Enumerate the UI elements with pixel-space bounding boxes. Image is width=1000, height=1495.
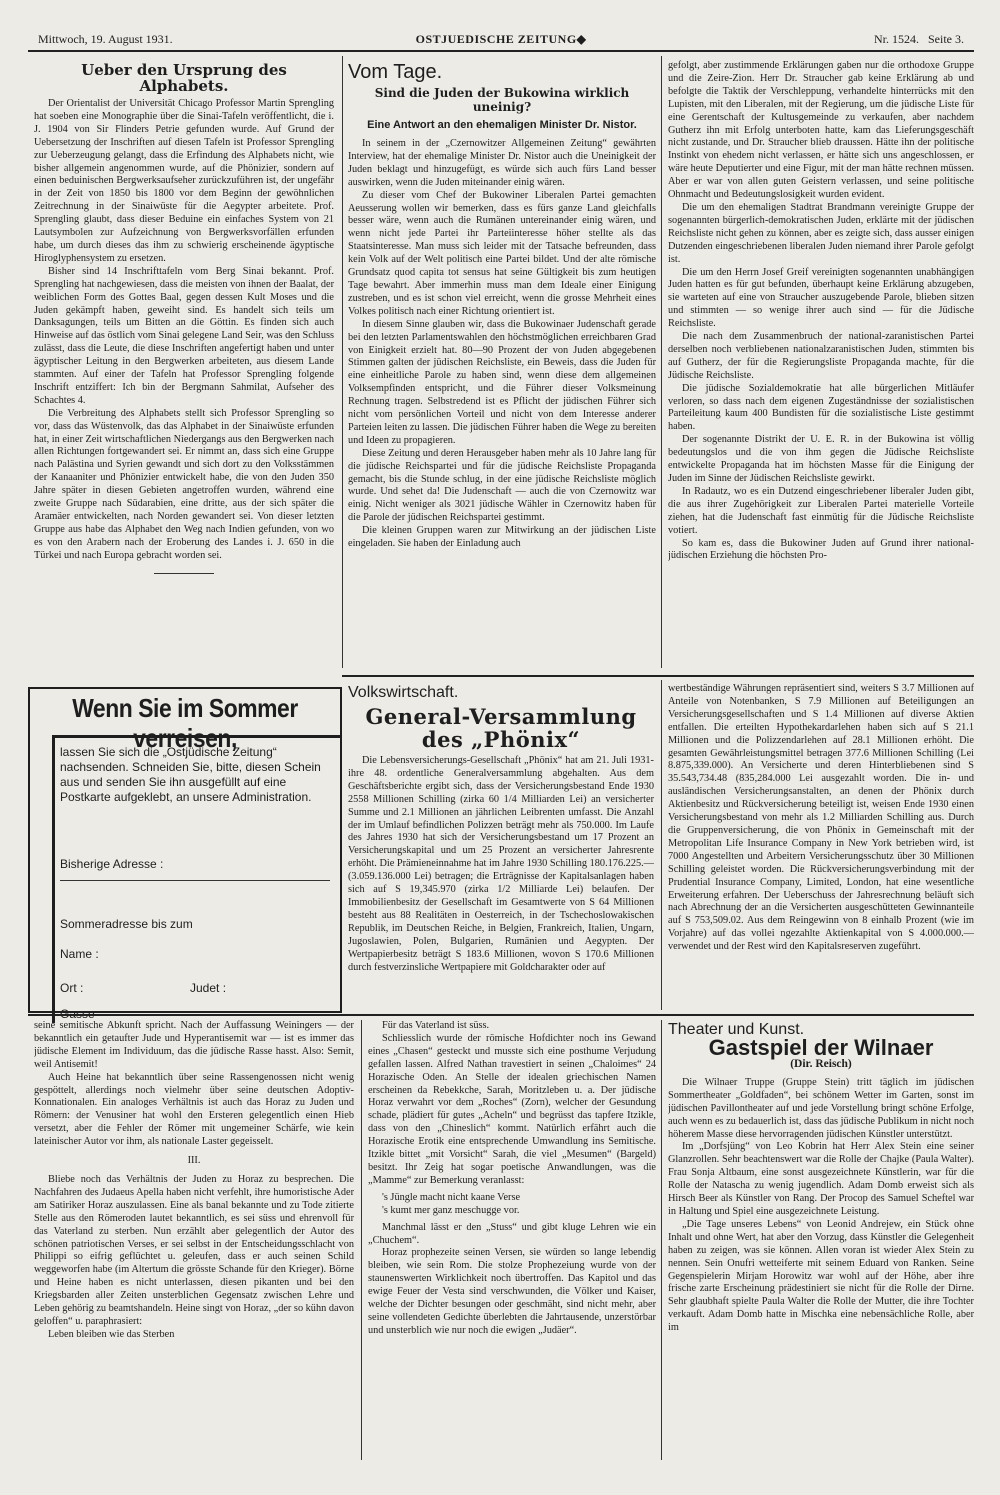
article-alphabet: [34, 62, 334, 674]
ad-title: Wenn Sie im Sommer verreisen,: [72, 693, 298, 753]
paragraph: Horaz prophezeite seinen Versen, sie würden so lange lebendig bleiben, wie sein Rom. Die stolze Prophezeiung wurde von der staunenswerten Wirklichkeit noch übertroffen. Das Kapitol und das ewige Feuer der Vesta sind verschwunden, die Völker und Kaiser, welche der Dichter besungen oder geschmäht, sind nicht mehr, aber seine vollendeten Gedichte überlebten die Jahrtausende, unzerstörbar und unsterblich wie nur noch die ewigen „Judäer“.: [368, 1247, 656, 1336]
paragraph: Der Orientalist der Universität Chicago Professor Martin Sprengling hat soeben eine Monographie über die Sinai-Tafeln veröffentlicht, die i. J. 1904 von Sir Flinders Petrie gefunden wurde. Auf Grund der Uebersetzung der Inschriften auf diesen Tafeln ist Professor Sprengling zur Ueberzeugung gelangt, dass die Erfindung des Alphabets nicht, wie bisher allgemein angenommen wurde, auf die Phönizier, sondern auf einen beduinischen Bergwerksaufseher zurückzuführen ist, der ungefähr in der Zeit von 1850 bis 1800 vor dem Beginn der gewöhnlichen Zeitrechnung in der Sinaiwüste für die Aegypter arbeitete. Prof. Sprengling glaubt, dass dieser Beduine ein einfaches System von 21 Lautsymbolen zur Aufzeichnung von Bergwerksvorfällen erfunden habe, um durch dieses das ihm zu schwierig erscheinende ägyptische Hiroglyphensystem zu ersetzen.: [34, 98, 334, 264]
paragraph: Die Lebensversicherungs-Gesellschaft „Phönix“ hat am 21. Juli 1931-ihre 48. ordentliche Generalversammlung abgehalten. Aus dem Geschäftsberichte ergibt sich, dass der Versicherungsbestand Ende 1930 2558 Millionen Schilling (zirka 60 1/4 Milliarden Lei) an versicherter Summe und 2.1 Millionen an jährlichen Leibrenten umfasst. Die Anzahl der im Umlauf befindlichen Polizzen beträgt mehr als 750.000. Im Laufe des Jahres 1930 hat sich der Versicherungsbestand um 17 Prozent an Versicherungskapital und um 25 Prozent an versicherter Jahresrente erhöht. Die Prämieneinnahme hat im Jahre 1930 Schilling 180.176.225.— (3.059.136.000 Lei) betragen; die Erträgnisse der Kapitalsanlagen haben sich auf S 19,345.970 (zirka 1/2 Milliarde Lei) belaufen. Der Immobilienbesitz der Gesellschaft im Gesamtwerte von S 64 Millionen besteht aus 88 Realitäten in Oesterreich, in der Tschechoslowakischen Republik, im Deutschen Reiche, in Belgien, Frankreich, Italien, Ungarn, Jugoslawien, Polen, Bulgarien, Rumänien und Aegypten. Der Wertpapierbesitz beträgt S 183.6 Millionen, wovon S 170.6 Millionen durch festverzinsliche Wertpapiere mit Goldcharakter oder auf: [348, 755, 654, 973]
paragraph: seine semitische Abkunft spricht. Nach der Auffassung Weiningers — der bekanntlich ein getaufter Jude und Hyperantisemit war — ist es immer das jüdische Element im Individuum, das die jüdische Rasse hasst. Also: Semit, weil Antisemit!: [34, 1020, 354, 1070]
paragraph: Der sogenannte Distrikt der U. E. R. in der Bukowina ist völlig bedeutungslos und die von ihm gegen die Jüdische Reichsliste entwickelte Propaganda hat im höchsten Masse für die Einigung der Juden im Sinne der Jüdischen Reichsliste gewirkt.: [668, 434, 974, 484]
paragraph: In seinem in der „Czernowitzer Allgemeinen Zeitung“ gewährten Interview, hat der ehemalige Minister Dr. Nistor auch die Uneinigkeit der Juden beklagt und hinzugefügt, es würde sich auch fürs Land besser auswirken, wenn die Juden miteinander einig wären.: [348, 138, 656, 188]
section-rule: [342, 675, 974, 677]
paragraph: Bliebe noch das Verhältnis der Juden zu Horaz zu besprechen. Die Nachfahren des Judaeus Apella haben nicht verfehlt, ihre humoristische Ader am Satiriker Horaz auszulassen. Eine als banal bekannte und zu Tode zitierte Stelle aus den Römeroden lautet bekanntlich, es sei süss und ehrenvoll für das Vaterland zu sterben. Nun erzählt aber gelegentlich der Autor des schönen patriotischen Verses, er sei selbst in der Entscheidungsschlacht von Philippi so eifrig geflüchtet u. geleufen, dass er auch seinen Schild weggeworfen habe (im Altertum die grösste Schande für den Krieger). Börne und Heine haben es nicht unterlassen, diesen pikanten und bei den Kriegsbarden aller Zeiten unsterblichen Gegensatz zwischen Lehre und Leben gehörig zu beamtshandeln. Heine singt von Horaz, „der so kühn davon geloffen“ u. paraphrasiert:: [34, 1173, 354, 1327]
article-title: Gastspiel der Wilnaer: [708, 1035, 934, 1060]
paragraph: In Radautz, wo es ein Dutzend eingeschriebener liberaler Juden gibt, die aus ihrer Zugehörigkeit zur Liberalen Partei materielle Vorteile ziehen, hat die Judenschaft fast einmütig für die Jüdische Reichsliste votiert.: [668, 485, 974, 536]
paragraph: Die um den ehemaligen Stadtrat Brandmann vereinigte Gruppe der sogenannten bürgerlich-demokratischen Juden, erklärte mit der jüdischen Reichsliste nicht gehen zu können, aber es zeigte sich, dass ausser einigen Dutzenden eingeschriebenen liberalen Juden niemand ihrer Parole gefolgt ist.: [668, 201, 974, 265]
article-phoenix-cont: [668, 683, 974, 1011]
page-header: [28, 32, 974, 48]
paragraph: wertbeständige Währungen repräsentiert sind, weiters S 3.7 Millionen auf Anteile von Notenbanken, S 7.9 Millionen auf Beteiligungen an Versicherungsgesellschaften und S 1.4 Millionen auf diverse Aktien entfallen. Die erteilten Hypothekardarlehen haben sich auf S 21.1 Millionen und die Polizzendarlehen auf 28.1 Millionen erhöht. Die gesamten Gewährleistungsmittel betragen 377.6 Millionen Schilling (Lei 8.875,339.000). An Versicherte und deren Hinterbliebenen sind S 35.543,734.48 (835,284.000 Lei ausgezahlt worden. Die in- und ausländischen Versicherungsanstalten, an denen der Phönix durch Aktienbesitz und Rückversicherung beteiligt ist, weisen Ende 1930 einen Versicherungsbestand von mehr als 1.2 Milliarden Schilling aus. Durch die Gruppenversicherung, die von Phönix in Gemeinschaft mit der Metropolitan Life Insurance Company in New York betrieben wird, ist 7000 Angestellten und Arbeitern Versicherungsschutz über 30 Millionen Schilling geleistet worden. Die Rückversicherungsverbindung mit der Prudential Insurance Company, Limited, London, hat eine wesentliche Erweiterung erfahren. Der Ueberschuss der Jahresrechnung beläuft sich nach Abrechnung der an die Versicherten ausgeschütteten Gewinnanteile auf S 753,509.02. Aus dem Reingewinn von 8 einhalb Prozent (wie im Vorjahre) auf das vollei ngezahlte Aktienkapital von S 4.000.000.— verwendet und der Rest wird den Kapitalsreserven zugeführt.: [668, 683, 974, 953]
paragraph: Auch Heine hat bekanntlich über seine Rassengenossen nicht wenig gespöttelt, allerdings noch vielmehr über seine deutschen Adoptiv-Konnationalen. Ein analoges Verhältnis ist auch das Horaz zu Juden und Römern: der Venusiner hat wohl den Ersteren gelegentlich einen Hieb versetzt, aber die Fehler der Römer mit ungemeiner Schärfe, wie kein lateinischer Autor vor ihm, als nationale Laster gegeisselt.: [34, 1071, 354, 1148]
issue-number-page: [874, 32, 964, 47]
column-rule: [661, 56, 662, 668]
column-rule: [361, 1020, 362, 1460]
field-street: Gasse: [60, 1007, 95, 1021]
verse-line: 's Jüngle macht nicht kaane Verse: [382, 1191, 521, 1203]
paragraph: Manchmal lässt er den „Stuss“ und gibt kluge Lehren wie ein „Chuchem“.: [368, 1221, 656, 1246]
header-rule: [28, 50, 974, 52]
issue-date: Mittwoch, 19. August 1931.: [38, 32, 173, 46]
field-summer-address: Sommeradresse bis zum: [60, 917, 193, 931]
newspaper-title: OSTJUEDISCHE ZEITUNG◆: [415, 32, 587, 46]
ad-text: lassen Sie sich die „Ostjüdische Zeitung“ nachsenden. Schneiden Sie, bitte, diesen Schein aus und senden Sie ihn ausgefüllt auf eine Postkarte aufgeklebt, an unsere Administration.: [60, 745, 321, 804]
article-title: Ueber den Ursprung des Alphabets.: [81, 62, 287, 95]
field-city: Ort :: [60, 981, 84, 995]
paragraph: Die Verbreitung des Alphabets stellt sich Professor Sprengling so vor, dass das Wüstenvolk, das das Alphabet in der Sinaiwüste erfunden hat, in einer Zeit wirtschaftlichen Niedergangs aus den Bergwerken nach allen Richtungen fortgewandert sei. Er nimmt an, dass sich eine Gruppe nach Palästina und Syrien gewandt und sich dort zu den Volksstämmen der Kanaaniter und Phönizier entwickelt habe, die von den Juden 350 Jahre später in diesen Gebieten angetroffen wurden, während eine zweite Gruppe nach Südarabien, eine dritte, aus der sich später die Aramäer entwickelten, nach Norden gewandert sei. Von dieser letzten Gruppe aus habe das Alphabet den Weg nach Indien gefunden, von wo es von den Arabern nach der Eroberung des Landes i. J. 650 in die Türkei und nach Europa gebracht worden sei.: [34, 407, 334, 561]
article-bukowina: [348, 60, 656, 670]
verse-line: Für das Vaterland ist süss.: [382, 1020, 490, 1031]
paragraph: Die um den Herrn Josef Greif vereinigten sogenannten unabhängigen Juden hatten es für gut befunden, überhaupt keine Erklärung abzugeben, sie warteten auf eine von Straucher auszugebende Parole, blieben sitzen und stimmten — so wenige ihrer auch sind — für die Jüdische Reichsliste.: [668, 266, 974, 330]
article-theatre: [668, 1020, 974, 1460]
article-horaz: [34, 1020, 354, 1460]
issue-number: Nr. 1524.: [874, 32, 919, 46]
paragraph: Schliesslich wurde der römische Hofdichter noch ins Gewand eines „Chasen“ gesteckt und musste sich eine posthume Verjudung gefallen lassen. Alfred Nathan travestiert in seinen „Chaloimes“ 24 Horazische Oden. An Stelle der idealen griechischen Namen erscheinen da Rebekkche, Sarah, Moritzleben u. a. Der jüdische Horaz verwahrt vor dem „Roches“ (Zorn), welcher der Gesundung schade, plädiert für gutes „Acheln“ und begrüsst das tapfere Itzikle, dass von den „Chineslich“ kommt. Natürlich erfährt auch die Horazische Erotik eine entsprechende Umwandlung ins Semitische. Itzikle bittet „mit Vorsicht“ Sarah, die viel „Mesumen“ (Bargeld) besitzt. Ihr Zeig hat sogar poetische Anwandlungen, was die „Mamme“ zur Bemerkung veranlasst:: [368, 1032, 656, 1186]
article-horaz-cont: [368, 1020, 656, 1460]
paragraph: So kam es, dass die Bukowiner Juden auf Grund ihrer national-jüdischen Erziehung die höchsten Pro-: [668, 537, 974, 562]
section-title: Volkswirtschaft.: [348, 684, 459, 701]
article-bukowina-cont: [668, 60, 974, 670]
paragraph: Die kleinen Gruppen waren zur Mitwirkung an der jüdischen Liste eingeladen. Sie haben der Einladung auch: [348, 525, 656, 550]
section-title: Theater und Kunst.: [668, 1021, 805, 1038]
field-name: Name :: [60, 947, 99, 961]
verse-line: 's kumt mer ganz meschugge vor.: [382, 1204, 520, 1216]
paragraph: gefolgt, aber zustimmende Erklärungen gaben nur die orthodoxe Gruppe und die Zeire-Zion. Herr Dr. Straucher gab keine Erklärung ab und befolgte die Taktik der Verschleppung, verhandelte hinterrücks mit den Lupisten, mit den Liberalen, mit der Regierung, um die jüdische Liste für eine Gerentschaft der Kultusgemeinde zu verkaufen, aber nachdem Gutherz ihn mit Erfolg unterboten hatte, kam das Lieferungsgeschäft nicht zustande, und Dr. Straucher blieb draussen. Hätte ihn der politische Instinkt von ehedem nicht verlassen, er hätte sich uns angeschlossen, er wäre heute Deputierter und eine Figur, mit der man hätte rechnen müssen. Aber er war von allen guten Geistern verlassen, und seine politische Ohnmacht und Bedeutungslosigkeit wurden evident.: [668, 60, 974, 201]
paragraph: Im „Dorfsjüng“ von Leo Kobrin hat Herr Alex Stein eine seiner Glanzrollen. Sehr beachtenswert war die Rolle der Chajke (Paula Walter). Frau Sonja Altbaum, eine sonst ausgezeichnete Künstlerin, war für die Rolle der Natascha zu wenig jugendlich. Adam Domb erweist sich als Hirsch Beer als Künstler von Rang. Der Procop des Samuel Scheftel war in Haltung und Spiel eine ausgezeichnete Leistung.: [668, 1141, 974, 1217]
article-phoenix: [348, 683, 654, 1011]
verse-line: Leben bleiben wie das Sterben: [48, 1328, 175, 1340]
paragraph: „Die Tage unseres Lebens“ von Leonid Andrejew, ein Stück ohne Inhalt und ohne Wert, hat aber den Vorzug, dass Künstler die Gelegenheit haben zu zeigen, was sie können. Allen voran ist wieder Alex Stein zu nennen. Sein Onufri wetteiferte mit seinem Eduard von Ranken. Seine Gegenspielerin Mirjam Horowitz war wohl auf der Höhe, aber ihre frische zarte Erscheinung prädestiniert sie nicht für die Rolle der Dirne. Sehr glaubhaft spielte Paula Walter die Rolle der Mutter, die ihre Tochter verkauft. Adam Domb hatte in Mischka eine nebensächliche Rolle, aber im: [668, 1218, 974, 1334]
page-number: Seite 3.: [928, 32, 964, 46]
end-rule: [154, 573, 214, 574]
column-rule: [661, 1020, 662, 1460]
column-rule: [661, 680, 662, 1010]
paragraph: Die nach dem Zusammenbruch der national-zaranistischen Partei derselben noch verbliebenen nationalzaranistischen Juden, stimmten bis auf Gutherz, der für die Regierungsliste Propaganda machte, für die Jüdische Reichsliste.: [668, 331, 974, 381]
field-previous-address: Bisherige Adresse :: [60, 857, 164, 871]
section-title: Vom Tage.: [348, 61, 443, 83]
paragraph: Bisher sind 14 Inschrifttafeln vom Berg Sinai bekannt. Prof. Sprengling hat nachgewiesen, dass die meisten von ihnen der Baalat, der weiblichen Form des Gottes Baal, gegen dessen Kult Moses und die Juden gekämpft haben, geweiht sind. Es handelt sich teils um Danksagungen, teils um Bitten an die Göttin. Es finden sich auch Hinweise auf das östlich vom Sinai gelegene Land Seir, was den Schluss zulässt, dass die Leute, die diese Inschriften angefertigt haben und unter ägyptischer Leitung in den Bergwerken arbeiteten, aus diesem Lande stammten. Auf einer der Tafeln hat Professor Sprengling folgende Inschrift entziffert: Ich bin der Bergmann Sahmilat, Aufseher des Schachtes 4.: [34, 265, 334, 406]
paragraph: Diese Zeitung und deren Herausgeber haben mehr als 10 Jahre lang für die jüdische Reichspartei und für die jüdische Reichsliste Propaganda gemacht, bis die Stunde schlug, in der eine jüdische Reichsliste möglich wurde. Und sehet da! Die Judenschaft — auch die von Czernowitz war einig. Nicht weniger als 3021 jüdische Wähler in Czernowitz haben für die Parole der jüdischen Reichspartei gestimmt.: [348, 447, 656, 524]
paragraph: In diesem Sinne glauben wir, dass die Bukowinaer Judenschaft gerade bei den letzten Parlamentswahlen den höchstmöglichen erreichbaren Grad von Einigkeit erzielt hat. 80—90 Prozent der von Juden abgegebenen Stimmen galten der jüdischen Reichsliste, ein Beweis, dass die Juden für eine einheitliche Parole zu haben sind, wenn diese dem allgemeinen Volksempfinden entspricht, und die Führer dieser Volksmeinung Rechnung tragen. Selbstredend ist es Pflicht der jüdischen Führer sich nicht vom persönlichen Vorteil und nicht von dem Interesse anderer Parteien leiten zu lassen. Die jüdischen Führer haben die Wege zu bereiten und Ideen zu propagieren.: [348, 318, 656, 446]
paragraph: Zu dieser vom Chef der Bukowiner Liberalen Partei gemachten Aeusserung wollen wir bemerken, dass es fürs ganze Land gleichfalls besser wäre, wenn auch die Rumänen untereinander einig wären, und wenn nicht jede Partei ihr Parteiinteresse höher stellte als das Staatsinteresse. Man muss sich leider mit der Tatsache befreunden, dass kein Volk auf der Welt politisch eine Partei bildet. Und der alte römische Grundsatz quod capita tot sensus hat seine Gültigkeit bis zum heutigen Tage bewahrt. Aber immerhin muss man dem Ideale einer Einigung zustreben, und es ist schon viel erreicht, wenn die grosse Mehrheit eines Volkes politisch nach einer Richtung orientiert ist.: [348, 189, 656, 317]
paragraph: Die jüdische Sozialdemokratie hat alle bürgerlichen Mitläufer verloren, so dass nach dem eigenen Zugeständnisse der sozialistischen Parteileitung kaum 400 Bundisten für die sozialistische Liste gestimmt haben.: [668, 382, 974, 433]
column-rule: [342, 56, 343, 668]
article-title: Sind die Juden der Bukowina wirklich uneinig?: [374, 86, 630, 114]
field-district: Judet :: [190, 981, 227, 995]
article-subtitle: (Dir. Reisch): [790, 1057, 852, 1070]
paragraph: Die Wilnaer Truppe (Gruppe Stein) tritt täglich im jüdischen Sommertheater „Goldfaden“, bei schönem Wetter im Garten, sonst im jüdischen Pavillontheater auf und jede Vorstellung bringt schöne Erfolge, auch wenn es zu bedauerlich ist, dass das jüdische Publikum in nicht noch höherem Masse diese hervorragenden jüdischen Künstler unterstützt.: [668, 1076, 974, 1140]
article-title: General-Versammlung des „Phönix“: [365, 704, 637, 752]
section-numeral: III.: [187, 1155, 201, 1167]
advertisement-coupon: [28, 687, 342, 1021]
field-line: [60, 879, 330, 881]
article-subtitle: Eine Antwort an den ehemaligen Minister Dr. Nistor.: [367, 119, 637, 131]
